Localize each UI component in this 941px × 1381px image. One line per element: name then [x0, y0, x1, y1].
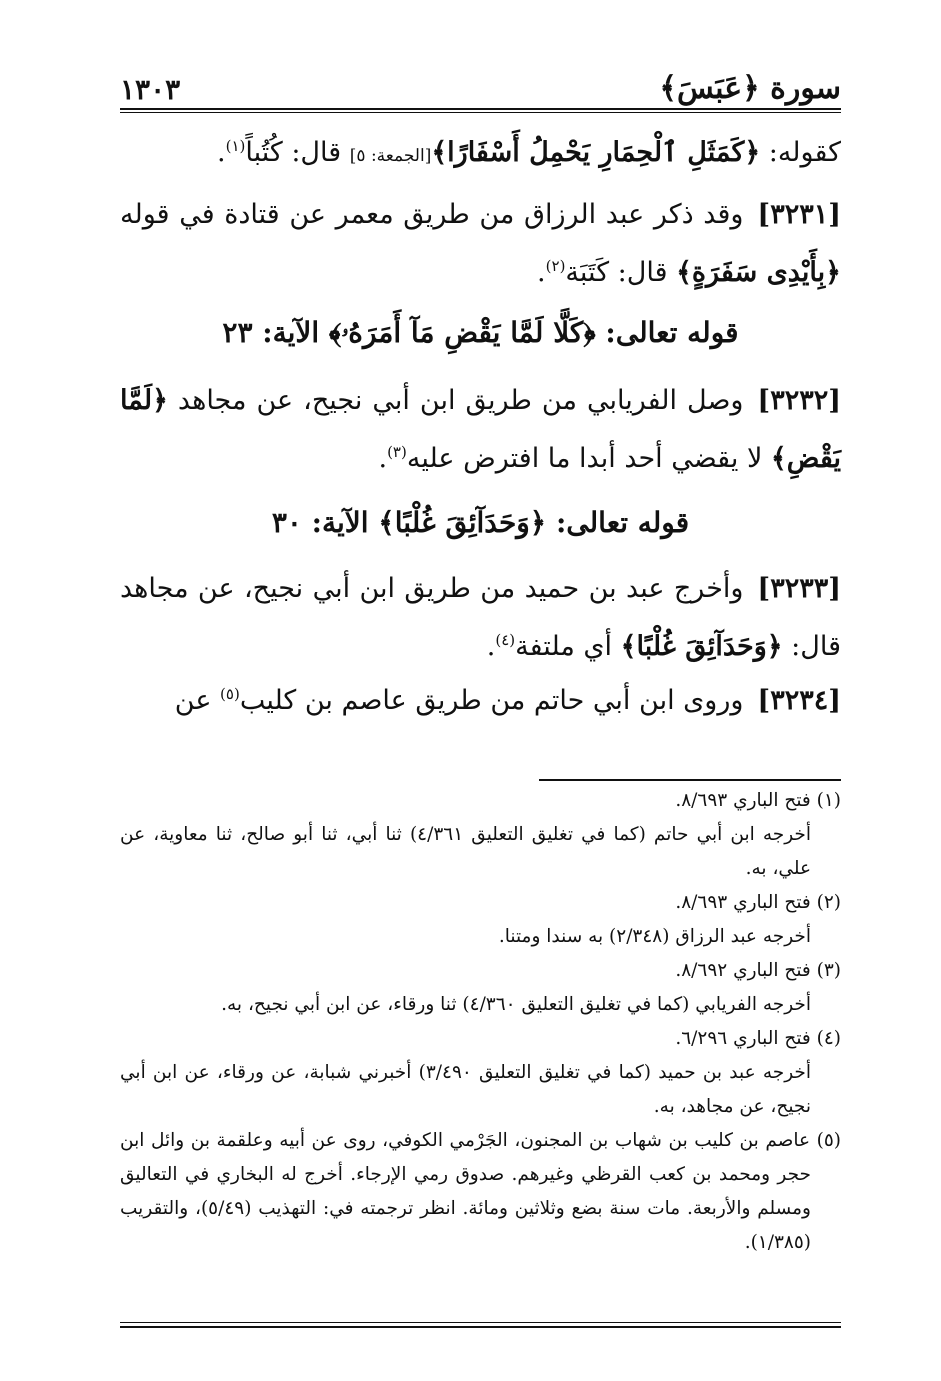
- surah-title: سورة ﴿عَبَسَ﴾: [659, 71, 841, 106]
- footnote-marker: (٤): [495, 631, 516, 649]
- text-run: وأخرج عبد بن حميد من طريق ابن أبي نجيح، عن مجاهد قال:: [120, 573, 841, 662]
- text-run: عن: [174, 685, 221, 716]
- header-divider: [120, 108, 841, 110]
- text-run: وصل الفريابي من طريق ابن أبي نجيح، عن مجاهد: [167, 385, 744, 416]
- quran-verse: ﴿وَحَدَآئِقَ غُلْبًا﴾: [620, 631, 783, 662]
- quoted-word: كَتَبَة: [565, 257, 610, 288]
- footnote-4-text: أخرجه عبد بن حميد (كما في تغليق التعليق ٣/٤٩٠) أخبرني شبابة، عن ورقاء، عن ابن أبي نجيح، عن مجاهد، به.: [120, 1062, 812, 1117]
- footnote-marker: (٢): [545, 257, 566, 275]
- paragraph-3231: [120, 186, 841, 302]
- paragraph-3234: [120, 672, 841, 730]
- footnote-3-source: (٣) فتح الباري ٨/٦٩٢.: [675, 960, 841, 981]
- text-run: وقد ذكر عبد الرزاق من طريق معمر عن قتادة في قوله: [120, 199, 744, 230]
- footnote-2-text: أخرجه عبد الرزاق (٢/٣٤٨) به سندا ومتنا.: [498, 926, 811, 947]
- paragraph-number: [٣٢٣٤]: [757, 685, 841, 716]
- header-divider-thin: [120, 112, 841, 113]
- text-run: قال:: [609, 257, 677, 288]
- footer-divider: [120, 1326, 841, 1328]
- text-run: أي ملتفة: [515, 631, 621, 662]
- quran-verse: ﴿لَمَّا يَقْضِ﴾: [120, 385, 841, 474]
- paragraph-number: [٣٢٣٣]: [757, 573, 841, 604]
- paragraph-3232: [120, 372, 841, 488]
- section-heading-ayah-30: قوله تعالى: ﴿وَحَدَآئِقَ غُلْبًا﴾ الآية: ٣٠: [271, 506, 690, 539]
- text-run: قال:: [282, 137, 350, 168]
- page-number: ١٣٠٣: [120, 73, 181, 106]
- quoted-word: كُتُباً: [245, 137, 283, 168]
- footnote-marker: (٣): [387, 443, 407, 461]
- verse-reference: [الجمعة: ٥]: [349, 146, 432, 166]
- footnote-5: (٥) عاصم بن كليب بن شهاب بن المجنون، الجَرْمي الكوفي، روى عن أبيه وعلقمة بن وائل ابن حجر ومحمد بن كعب القرظي وغيرهم. صدوق رمي الإرجاء. أخرج له البخاري في التعاليق ومسلم والأربعة. مات سنة بضع وثلاثين ومائة. انظر ترجمته في: التهذيب (٥/٤٩)، والتقريب (١/٣٨٥).: [120, 1130, 841, 1253]
- footnote-1-source: (١) فتح الباري ٨/٦٩٣.: [675, 790, 841, 811]
- text-run: وروى ابن أبي حاتم من طريق عاصم بن كليب: [239, 685, 744, 716]
- quran-verse: ﴿كَمَثَلِ ٱلْحِمَارِ يَحْمِلُ أَسْفَارًا﴾: [431, 137, 761, 168]
- text-run: كقوله:: [760, 137, 841, 168]
- page-header: [120, 62, 841, 104]
- footnote-separator: [539, 779, 841, 781]
- text-run: .: [537, 257, 546, 288]
- footnote-marker: (٥): [220, 685, 240, 703]
- footnotes: [120, 784, 841, 1260]
- quran-verse: ﴿بِأَيْدِى سَفَرَةٍ﴾: [676, 257, 841, 288]
- footnote-1-text: أخرجه ابن أبي حاتم (كما في تغليق التعليق ٤/٣٦١) ثنا أبي، ثنا أبو صالح، ثنا معاوية، عن علي، به.: [120, 824, 812, 879]
- footnote-marker: (١): [225, 137, 246, 155]
- paragraph-number: [٣٢٣١]: [757, 199, 841, 230]
- section-heading-ayah-23: قوله تعالى: ﴿كَلَّا لَمَّا يَقْضِ مَآ أَمَرَهُۥ﴾ الآية: ٢٣: [222, 316, 739, 349]
- footnote-4-source: (٤) فتح الباري ٦/٢٩٦.: [675, 1028, 841, 1049]
- text-run: .: [378, 443, 388, 474]
- paragraph-3233: [120, 560, 841, 676]
- text-run: .: [486, 631, 496, 662]
- paragraph-intro: [120, 124, 841, 185]
- text-run: لا يقضي أحد أبدا ما افترض عليه: [406, 443, 771, 474]
- text-run: .: [216, 137, 226, 168]
- footnote-2-source: (٢) فتح الباري ٨/٦٩٣.: [675, 892, 841, 913]
- paragraph-number: [٣٢٣٢]: [757, 385, 841, 416]
- footnote-3-text: أخرجه الفريابي (كما في تغليق التعليق ٤/٣٦٠) ثنا ورقاء، عن ابن أبي نجيح، به.: [221, 994, 811, 1015]
- footer-divider-thin: [120, 1322, 841, 1323]
